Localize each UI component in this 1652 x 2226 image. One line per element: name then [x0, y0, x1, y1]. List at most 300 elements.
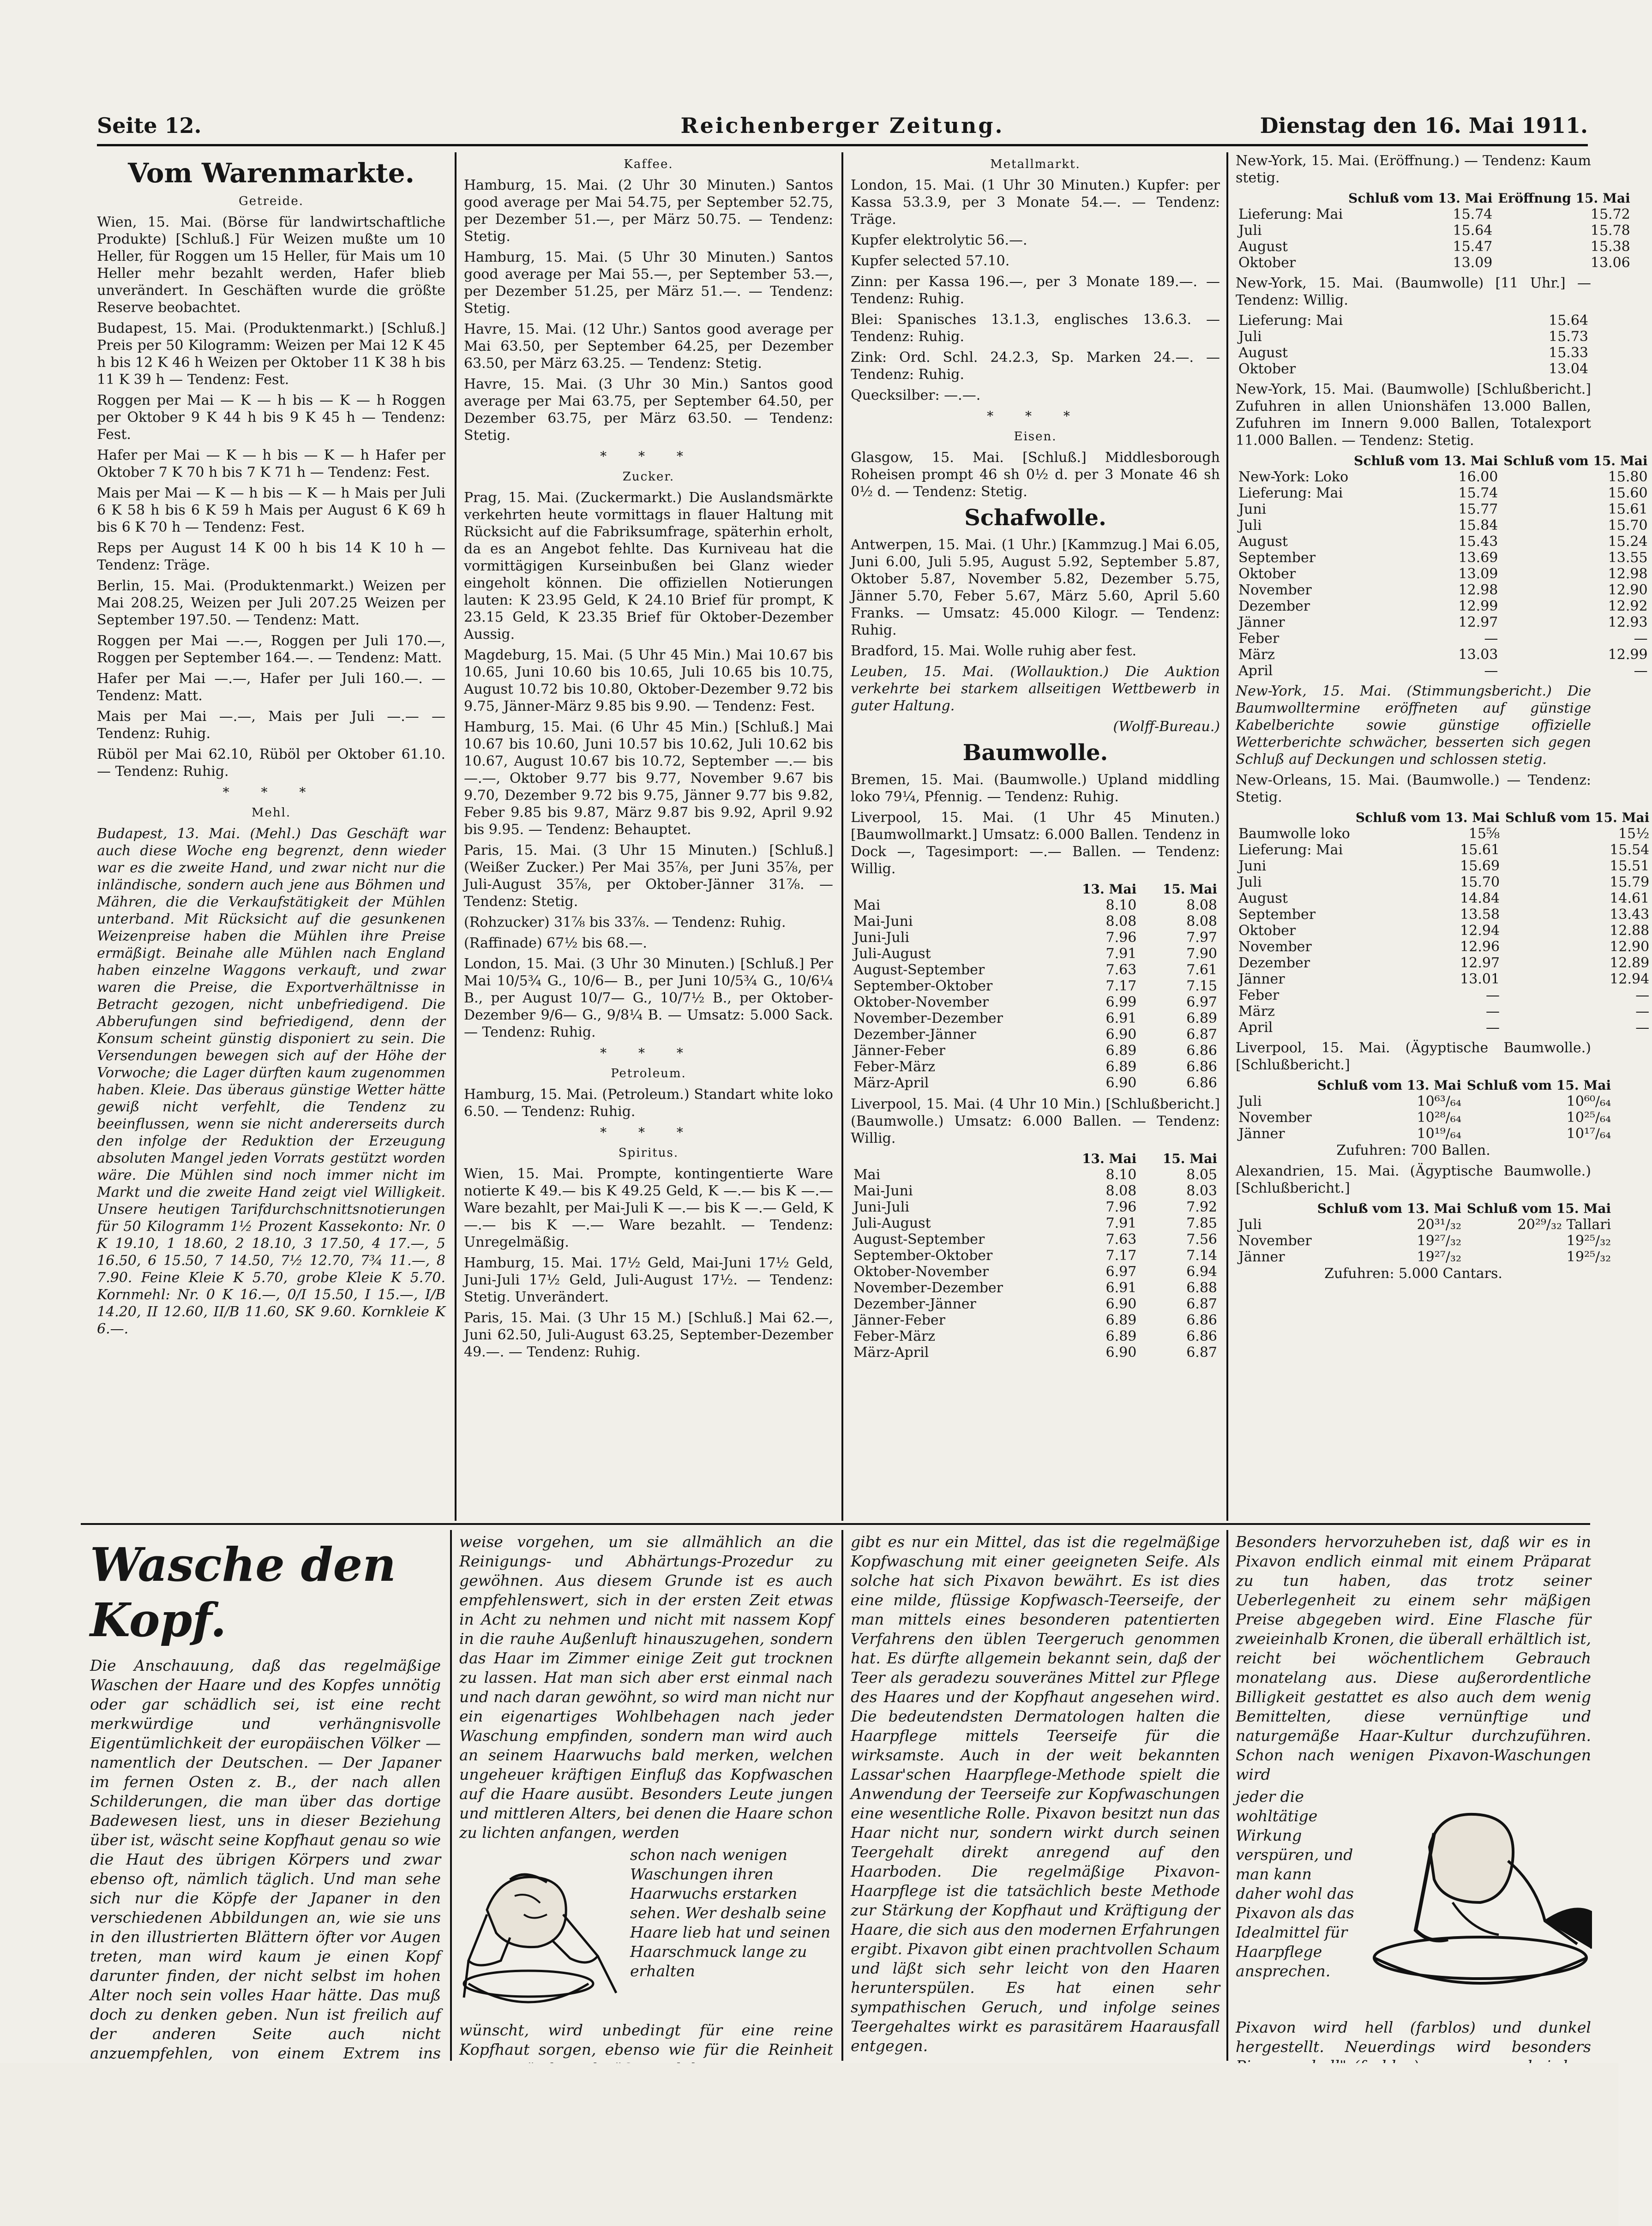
table-cell-value: 16.00	[1458, 469, 1498, 485]
report-spirits-hamburg: Hamburg, 15. Mai. 17½ Geld, Mai-Juni 17½ Geld, Juni-Juli 17½ Geld, Juli-August 17½. — Tendenz: Stetig. Unverändert.	[464, 1255, 833, 1305]
table-cell-value: 6.91	[1105, 1010, 1137, 1026]
table-cell-label: Mai	[853, 1167, 881, 1183]
table-cell-value: 6.86	[1186, 1059, 1217, 1075]
table-cell-label: März-April	[853, 1344, 929, 1361]
table-cell-value: 15.74	[1458, 485, 1498, 501]
subsection-heading: Getreide.	[238, 194, 304, 208]
table-cell-value: 12.89	[1610, 955, 1650, 971]
table-row	[1236, 1003, 1652, 1020]
report-lead: Blei: Spanisches 13.1.3, englisches 13.6.3. — Tendenz: Ruhig.	[851, 312, 1220, 345]
table-cell-label: August-September	[853, 962, 985, 978]
report-copper-london: London, 15. Mai. (1 Uhr 30 Minuten.) Kupfer: per Kassa 53.3.9, per 3 Monate 54.—. — Tendenz: Träge.	[851, 177, 1220, 228]
table-row	[1236, 312, 1591, 329]
table-cell-value: —	[1634, 663, 1648, 679]
column-rule	[450, 1530, 452, 2061]
table-row	[1236, 1233, 1614, 1249]
table-row	[1236, 1110, 1614, 1126]
report-supply: Zufuhren: 5.000 Cantars.	[1324, 1266, 1502, 1282]
table-cell-label: Oktober-November	[853, 1264, 989, 1280]
table-cell-value: —	[1486, 1020, 1500, 1036]
column-rule	[1226, 1530, 1228, 2061]
table-row	[1236, 890, 1652, 906]
ad-title: Wasche den Kopf.	[90, 1537, 396, 1647]
ad-text-wrap: jeder die wohltätige Wirkung verspüren, und man kann daher wohl das Pixavon als das Idealmittel für Haarpflege ansprechen.	[1236, 1788, 1354, 1980]
separator-stars: * * *	[222, 785, 320, 800]
table-row	[851, 1215, 1220, 1231]
table-cell-value	[1479, 345, 1491, 361]
table-row	[1236, 550, 1651, 566]
column-rule	[841, 1530, 843, 2061]
table-cell-label: April	[1238, 663, 1273, 679]
report-wool-antwerp: Antwerpen, 15. Mai. (1 Uhr.) [Kammzug.] Mai 6.05, Juni 6.00, Juli 5.95, August 5.92, September 5.87, Oktober 5.87, November 5.82, Dezember 5.75, Jänner 5.70, Feber 5.67, März 5.60, April 5.60 Franks. — Umsatz: 45.000 Kilogr. — Tendenz: Ruhig.	[851, 537, 1220, 638]
table-row	[851, 913, 1220, 930]
table-cell-label: März	[1238, 1003, 1275, 1020]
separator-stars: * * *	[987, 408, 1084, 424]
report-newyork-closing: New-York, 15. Mai. (Baumwolle) [Schlußbericht.] Zufuhren in allen Unionshäfen 13.000 Ballen, Zufuhren im Innern 9.000 Ballen, Totalexport 11.000 Ballen. — Tendenz: Stetig.	[1236, 381, 1591, 449]
ad-column-2	[459, 1532, 833, 2058]
report-mercury: Quecksilber: —.—.	[851, 387, 981, 403]
page-header	[97, 113, 1588, 141]
ad-text: Besonders hervorzuheben ist, daß wir es in Pixavon endlich einmal mit einem Präparat zu tun haben, das trotz seiner Ueberlegenheit zu einem sehr mäßigen Preise abgegeben wird. Eine Flasche für zweieinhalb Kronen, die überall erhältlich ist, reicht bei wöchentlichem Gebrauch monatelang aus. Diese außerordentliche Billigkeit gestattet es also auch dem wenig Bemittelten, diese vernünftige und naturgemäße Haar-Kultur durchzuführen. Schon nach wenigen Pixavon-Waschungen wird	[1236, 1533, 1591, 1783]
table-cell-label: Juli	[1238, 1217, 1262, 1233]
ad-text-wrap: schon nach wenigen Waschungen ihren Haarwuchs erstarken sehen. Wer deshalb seine Haare lieb hat und seinen Haarschmuck lange zu erhalten	[630, 1846, 831, 1980]
report-rye: Roggen per Mai — K — h bis — K — h Roggen per Oktober 9 K 44 h bis 9 K 45 h — Tendenz: Fest.	[97, 392, 445, 443]
table-cell-label: Mai-Juni	[853, 1183, 913, 1199]
table-cell-label: Juni-Juli	[853, 1199, 909, 1215]
table-cell-value: 7.56	[1186, 1231, 1217, 1248]
page-margin	[0, 2063, 1618, 2226]
subsection-heading: Kaffee.	[624, 157, 673, 171]
table-cell-label: September-Oktober	[853, 1248, 993, 1264]
table-row	[1236, 987, 1652, 1003]
report-spirits-vienna: Wien, 15. Mai. Prompte, kontingentierte Ware notierte K 49.— bis K 49.25 Geld, K —.— bis K —.— Ware bezahlt, per Mai-Juli K —.— bis K —.— Geld, K —.— bis K —.— Ware bezahlt. — Tendenz: Unregelmäßig.	[464, 1166, 833, 1250]
report-source: (Wolff-Bureau.)	[1113, 719, 1220, 735]
table-cell-label: Oktober	[1238, 255, 1296, 271]
table-cell-value: 13.69	[1458, 550, 1498, 566]
table-cell-value: 8.10	[1105, 1167, 1137, 1183]
table-cell-label: Mai-Juni	[853, 913, 913, 930]
table-cell-value: 6.90	[1105, 1296, 1137, 1312]
table-header-cell: 13. Mai	[1082, 882, 1137, 897]
table-header	[851, 881, 1220, 897]
separator-stars: * * *	[600, 449, 697, 464]
table-row	[851, 1280, 1220, 1296]
report-tin: Zinn: per Kassa 196.—, per 3 Monate 189.—. — Tendenz: Ruhig.	[851, 274, 1220, 307]
ad-text: Die Anschauung, daß das regelmäßige Waschen der Haare und des Kopfes unnötig oder gar schädlich sei, ist eine recht merkwürdige und verhängnisvolle Eigentümlichkeit der europäischen Völker — namentlich der Deutschen. — Der Japaner im fernen Osten z. B., der nach allen Schilderungen, die man über das dortige Badewesen liest, uns in dieser Beziehung über ist, wäscht seine Kopfhaut genau so wie die Haut des übrigen Körpers und zwar ebenso oft, nämlich täglich. Und man sehe sich nur die Köpfe der Japaner in den verschiedenen Abbildungen an, wie sie uns in den illustrierten Blättern öfter vor Augen treten, man wird kaum je einen Kopf darunter finden, der nicht selbst im hohen Alter noch sein volles Haar hätte. Das muß doch zu denken geben. Nun ist freilich auf der anderen Seite auch nicht anzuempfehlen, von einem Extrem ins	[90, 1656, 441, 2062]
table-row	[851, 978, 1220, 994]
report-iron-glasgow: Glasgow, 15. Mai. [Schluß.] Middlesborough Roheisen prompt 46 sh 0½ d. per 3 Monate 46 sh 0½ d. — Tendenz: Stetig.	[851, 450, 1220, 500]
report-coffee-havre-1: Havre, 15. Mai. (12 Uhr.) Santos good average per Mai 63.50, per September 64.25, per Dezember 63.50, per März 63.25. — Tendenz: Stetig.	[464, 321, 833, 372]
table-row	[851, 1167, 1220, 1183]
table-row	[1236, 329, 1591, 345]
table-row	[851, 1296, 1220, 1312]
table-row	[1236, 906, 1652, 923]
table-cell-value: 12.98	[1608, 566, 1648, 582]
column-coffee-sugar	[464, 152, 833, 1518]
table-cell-value: 7.90	[1186, 946, 1217, 962]
table-header-cell: 15. Mai	[1162, 882, 1217, 897]
table-cell-value: 8.08	[1105, 913, 1137, 930]
price-table-new-orleans	[1236, 810, 1652, 1036]
subsection-heading: Metallmarkt.	[990, 157, 1081, 171]
report-maize: Mais per Mai — K — h bis — K — h Mais per Juli 6 K 58 h bis 6 K 59 h Mais per August 6 K 69 h bis 6 K 70 h — Tendenz: Fest.	[97, 485, 445, 535]
table-cell-value: —	[1635, 987, 1650, 1003]
table-row	[1236, 361, 1591, 377]
table-cell-label: Feber-März	[853, 1328, 936, 1344]
table-cell-value: 15.43	[1458, 534, 1498, 550]
report-copper-selected: Kupfer selected 57.10.	[851, 253, 1010, 269]
table-row	[1236, 582, 1651, 598]
table-row	[851, 1248, 1220, 1264]
table-cell-label: Juli-August	[853, 1215, 931, 1231]
issue-date: Dienstag den 16. Mai 1911.	[1260, 113, 1588, 138]
price-table-newyork-opening	[1236, 190, 1633, 271]
table-header-cell: Schluß vom 15. Mai	[1466, 1201, 1611, 1216]
table-row	[851, 1026, 1220, 1043]
report-raw-sugar: (Rohzucker) 31⅞ bis 33⅞. — Tendenz: Ruhig.	[464, 914, 786, 930]
header-rule	[97, 144, 1588, 146]
table-header-cell: Schluß vom 13. Mai	[1317, 1201, 1461, 1216]
table-cell-label: März	[1238, 647, 1275, 663]
subsection-heading: Petroleum.	[611, 1067, 686, 1080]
newspaper-title: Reichenberger Zeitung.	[680, 113, 1004, 138]
table-cell-value: 15.54	[1610, 842, 1650, 858]
table-cell-label: Jänner	[1238, 614, 1285, 630]
report-vienna: Wien, 15. Mai. (Börse für landwirtschaftliche Produkte) [Schluß.] Für Weizen mußte um 10 Heller, für Roggen um 15 Heller, für Mais um 10 Heller mehr bezahlt werden, Hafer blieb unverändert. In Geschäften wurde die größte Reserve beobachtet.	[97, 214, 445, 316]
table-row	[851, 1199, 1220, 1215]
table-cell-label: Jänner	[1238, 1126, 1285, 1142]
price-table-alexandria	[1236, 1200, 1614, 1265]
table-header-cell: Schluß vom 15. Mai	[1505, 810, 1650, 825]
table-cell-value: 6.90	[1105, 1344, 1137, 1361]
table-cell-label: Juni-Juli	[853, 930, 909, 946]
table-row	[851, 930, 1220, 946]
table-header-cell: 15. Mai	[1162, 1151, 1217, 1166]
table-cell-value	[1479, 312, 1491, 329]
table-row	[1236, 614, 1651, 630]
woman-washing-hair-illustration	[1360, 1792, 1591, 2013]
subsection-heading: Zucker.	[622, 470, 675, 484]
table-cell-value: 12.90	[1608, 582, 1648, 598]
table-cell-value: 20³¹/₃₂	[1417, 1217, 1461, 1233]
report-wool-bradford: Bradford, 15. Mai. Wolle ruhig aber fest.	[851, 643, 1136, 659]
table-cell-value: 7.96	[1105, 930, 1137, 946]
table-row	[851, 1075, 1220, 1091]
table-cell-value: 6.89	[1105, 1059, 1137, 1075]
ad-text: wünscht, wird unbedingt für eine reine Kopfhaut sorgen, ebenso wie für die Reinheit	[459, 2021, 833, 2058]
table-cell-value: 15.64	[1549, 312, 1588, 329]
table-row	[1236, 1126, 1614, 1142]
table-cell-value: 7.96	[1105, 1199, 1137, 1215]
table-cell-label: September	[1238, 906, 1316, 923]
table-cell-value: 6.90	[1105, 1026, 1137, 1043]
report-flour: Budapest, 13. Mai. (Mehl.) Das Geschäft war auch diese Woche eng begrenzt, denn wieder war es die zweite Hand, und zwar nicht nur die inländische, sondern auch jene aus Böhmen und Mähren, die die Verkaufstätigkeit der Mühlen unterband. Mit Rücksicht auf die gesunkenen Weizenpreise haben die Mühlen ihre Preise ermäßigt. Beinahe alle Mühlen nach England haben einzelne Waggons verkauft, und zwar waren die Preise, die Exportverhältnisse in Betracht gezogen, nicht unbefriedigend. Die Abberufungen sind befriedigend, denn der Konsum scheint günstig disponiert zu sein. Die Versendungen bewegen sich auf der Höhe der Vorwoche; die Lager dürften kaum zugenommen haben. Kleie. Das überaus günstige Wetter hätte gewiß nicht verfehlt, die Tendenz zu beeinflussen, wenn sie nicht andererseits durch den infolge der Reduktion der Erzeugung absoluten Mangel jeden Vorrats gestützt worden wäre. Die Mühlen sind noch immer nicht im Markt und die zweite Hand zeigt viel Willigkeit. Unsere heutigen Tarifdurchschnittsnotierungen für 50 Kilogramm 1½ Prozent Kassekonto: Nr. 0 K 19.10, 1 18.60, 2 18.10, 3 17.50, 4 17.—, 5 16.50, 6 15.50, 7 14.50, 7½ 12.70, 7¾ 11.—, 8 7.90. Feine Kleie K 5.70, grobe Kleie K 5.70. Kornmehl: Nr. 0 K 16.—, 0/I 15.50, I 15.—, I/B 14.20, II 12.60, II/B 11.60, SK 9.60. Kornkleie K 6.—.	[97, 826, 445, 1337]
table-row	[1236, 826, 1652, 842]
separator-stars: * * *	[600, 1125, 697, 1140]
table-row	[851, 1312, 1220, 1328]
table-cell-value: 15⅝	[1468, 826, 1500, 842]
table-row	[1236, 239, 1633, 255]
subsection-heading: Eisen.	[1014, 430, 1057, 444]
table-cell-label: Jänner	[1238, 1249, 1285, 1265]
column-rule	[1226, 152, 1228, 1521]
table-cell-value: 12.97	[1460, 955, 1500, 971]
table-header-cell: Schluß vom 13. Mai	[1348, 191, 1493, 206]
table-cell-label: Jänner	[1238, 971, 1285, 987]
report-newyork-11: New-York, 15. Mai. (Baumwolle) [11 Uhr.] — Tendenz: Willig.	[1236, 275, 1591, 308]
table-row	[1236, 222, 1633, 239]
table-cell-value: —	[1635, 1003, 1650, 1020]
table-cell-value: 7.63	[1105, 1231, 1137, 1248]
table-cell-label: Lieferung: Mai	[1238, 842, 1343, 858]
subsection-heading: Mehl.	[251, 806, 291, 820]
price-table-liverpool-2	[851, 1151, 1220, 1361]
table-cell-value: 12.92	[1608, 598, 1648, 614]
table-cell-value: 15.61	[1608, 501, 1648, 517]
table-header	[851, 1151, 1220, 1167]
table-cell-value: 13.03	[1458, 647, 1498, 663]
table-cell-label: Juli	[1238, 517, 1262, 534]
table-row	[851, 1059, 1220, 1075]
table-cell-value: 6.86	[1186, 1312, 1217, 1328]
report-coffee-hamburg-1: Hamburg, 15. Mai. (2 Uhr 30 Minuten.) Santos good average per Mai 54.75, per September 52.75, per Dezember 51.—, per März 50.75. — Tendenz: Stetig.	[464, 177, 833, 245]
table-cell-value: 15.69	[1460, 858, 1500, 874]
report-berlin-maize: Mais per Mai —.—, Mais per Juli —.— — Tendenz: Ruhig.	[97, 708, 445, 742]
table-cell-value: 15.70	[1608, 517, 1648, 534]
table-cell-label: Baumwolle loko	[1238, 826, 1350, 842]
ad-text: gibt es nur ein Mittel, das ist die regelmäßige Kopfwaschung mit einer geeigneten Seife. Als solche hat sich Pixavon bewährt. Es ist dies eine milde, flüssige Kopfwasch-Teerseife, der man mittels eines besonderen patentierten Verfahrens den üblen Teergeruch genommen hat. Es dürfte allgemein bekannt sein, daß der Teer als geradezu souveränes Mittel zur Pflege des Haares und der Kopfhaut angesehen wird. Die bedeutendsten Dermatologen halten die Haarpflege mittels Teerseife für die wirksamste. Auch in der weit bekannten Lassar'schen Haarpflege-Methode spielt die Anwendung der Teerseife zur Kopfwaschungen eine wesentliche Rolle. Pixavon besitzt nun das Haar nicht nur, sondern wirkt durch seinen Teergehalt direkt anregend auf den Haarboden. Die regelmäßige Pixavon-Haarpflege ist die tatsächlich beste Methode zur Stärkung der Kopfhaut und Kräftigung der Haare, die sich aus den modernen Erfahrungen ergibt. Pixavon gibt einen prachtvollen Schaum und läßt sich sehr leicht von den Haaren herunterspülen. Es hat einen sehr sympathischen Geruch, und infolge seines Teergehaltes wirkt es parasitärem Haarausfall entgegen.	[851, 1533, 1220, 2055]
table-row	[851, 1231, 1220, 1248]
table-cell-value: 12.98	[1458, 582, 1498, 598]
table-cell-value: 6.86	[1186, 1043, 1217, 1059]
column-grain-market	[97, 157, 445, 1518]
table-cell-label: November	[1238, 582, 1312, 598]
table-cell-value: 19²⁵/₃₂	[1566, 1233, 1611, 1249]
table-cell-value: 7.97	[1186, 930, 1217, 946]
report-coffee-hamburg-2: Hamburg, 15. Mai. (5 Uhr 30 Minuten.) Santos good average per Mai 55.—, per September 53.—, per Dezember 51.25, per März 51.—. — Tendenz: Stetig.	[464, 249, 833, 317]
table-cell-value: 19²⁷/₃₂	[1417, 1233, 1461, 1249]
table-cell-value: 15½	[1618, 826, 1650, 842]
table-cell-value: 6.86	[1186, 1075, 1217, 1091]
report-alexandria: Alexandrien, 15. Mai. (Ägyptische Baumwolle.) [Schlußbericht.]	[1236, 1163, 1591, 1196]
section-title: Schafwolle.	[964, 505, 1106, 531]
table-row	[1236, 485, 1651, 501]
subsection-heading: Spiritus.	[618, 1146, 679, 1160]
table-cell-value: 12.94	[1460, 923, 1500, 939]
table-cell-label: Dezember-Jänner	[853, 1296, 976, 1312]
section-title: Vom Warenmarkte.	[128, 157, 415, 189]
table-row	[1236, 971, 1652, 987]
report-sugar-hamburg: Hamburg, 15. Mai. (6 Uhr 45 Min.) [Schluß.] Mai 10.67 bis 10.60, Juni 10.57 bis 10.62, Juli 10.62 bis 10.67, August 10.67 bis 10.72, September —.— bis —.—, Oktober 9.77 bis 9.77, November 9.67 bis 9.70, Dezember 9.72 bis 9.75, Jänner 9.77 bis 9.82, Feber 9.85 bis 9.87, März 9.87 bis 9.92, April 9.92 bis 9.95. — Tendenz: Behauptet.	[464, 719, 833, 838]
table-cell-label: Dezember	[1238, 955, 1310, 971]
table-cell-label: Oktober	[1238, 923, 1296, 939]
ad-text: weise vorgehen, um sie allmählich an die Reinigungs- und Abhärtungs-Prozedur zu gewöhnen. Aus diesem Grunde ist es auch empfehlenswert, sich in der ersten Zeit etwas in Acht zu nehmen und nicht mit nassem Kopf in die rauhe Außenluft hinauszugehen, sondern das Haar im Zimmer einige Zeit gut trocknen zu lassen. Hat man sich aber erst einmal nach und nach daran gewöhnt, so wird man nicht nur ein eigenartiges Wohlbehagen nach jeder Waschung empfinden, sondern man wird auch an seinem Haarwuchs bald merken, welchen ungeheuer kräftigen Einfluß das Kopfwaschen auf die Haare ausübt. Besonders Leute jungen und mittleren Alters, bei denen die Haare schon zu lichten anfangen, werden	[459, 1533, 833, 1842]
table-header	[1236, 810, 1652, 826]
table-cell-label: Lieferung: Mai	[1238, 485, 1343, 501]
table-cell-label: August	[1238, 239, 1288, 255]
table-cell-value: 6.89	[1186, 1010, 1217, 1026]
table-cell-value: 12.93	[1608, 614, 1648, 630]
table-cell-value: 13.06	[1590, 255, 1630, 271]
table-cell-label: Dezember	[1238, 598, 1310, 614]
table-cell-label: Juli-August	[853, 946, 931, 962]
section-rule	[81, 1523, 1590, 1525]
table-cell-value: 6.87	[1186, 1296, 1217, 1312]
table-cell-value: 7.85	[1186, 1215, 1217, 1231]
table-cell-label: August	[1238, 345, 1288, 361]
report-rapeseed-oil: Rüböl per Mai 62.10, Rüböl per Oktober 61.10. — Tendenz: Ruhig.	[97, 746, 445, 780]
table-row	[851, 1183, 1220, 1199]
column-rule	[841, 152, 843, 1521]
table-header	[1236, 453, 1651, 469]
table-row	[1236, 598, 1651, 614]
table-cell-value: 6.89	[1105, 1312, 1137, 1328]
report-berlin-rye: Roggen per Mai —.—, Roggen per Juli 170.—, Roggen per September 164.—. — Tendenz: Matt.	[97, 633, 445, 666]
table-cell-value: 19²⁷/₃₂	[1417, 1249, 1461, 1265]
table-cell-value: 15.73	[1549, 329, 1588, 345]
table-cell-value: 7.17	[1105, 1248, 1137, 1264]
table-row	[1236, 517, 1651, 534]
table-cell-value: 6.88	[1186, 1280, 1217, 1296]
table-row	[851, 897, 1220, 913]
report-berlin: Berlin, 15. Mai. (Produktenmarkt.) Weizen per Mai 208.25, Weizen per Juli 207.25 Weizen per September 197.50. — Tendenz: Matt.	[97, 578, 445, 628]
table-cell-label: August	[1238, 534, 1288, 550]
table-row	[1236, 345, 1591, 361]
table-cell-value: 13.55	[1608, 550, 1648, 566]
table-cell-label: Mai	[853, 897, 881, 913]
table-header-cell: Schluß vom 15. Mai	[1503, 453, 1648, 468]
table-row	[1236, 630, 1651, 647]
table-cell-value: 10²⁸/₆₄	[1417, 1110, 1461, 1126]
table-cell-value: 10¹⁹/₆₄	[1417, 1126, 1461, 1142]
table-cell-label: November	[1238, 1233, 1312, 1249]
table-cell-value: 19²⁵/₃₂	[1566, 1249, 1611, 1265]
table-row	[1236, 955, 1652, 971]
report-sugar-magdeburg: Magdeburg, 15. Mai. (5 Uhr 45 Min.) Mai 10.67 bis 10.65, Juni 10.60 bis 10.65, Juli 10.65 bis 10.75, August 10.72 bis 10.80, Oktober-Dezember 9.72 bis 9.75, Jänner-März 9.85 bis 9.90. — Tendenz: Fest.	[464, 647, 833, 714]
table-cell-value: 7.91	[1105, 1215, 1137, 1231]
table-cell-value: —	[1486, 1003, 1500, 1020]
table-row	[1236, 1020, 1652, 1036]
table-cell-value: 7.15	[1186, 978, 1217, 994]
page-number: Seite 12.	[97, 113, 202, 138]
table-row	[1236, 842, 1652, 858]
table-cell-value	[1479, 329, 1491, 345]
table-cell-value: 8.08	[1186, 913, 1217, 930]
table-cell-label: Feber	[1238, 630, 1280, 647]
table-header-cell: Schluß vom 13. Mai	[1355, 810, 1500, 825]
table-cell-value: 15.74	[1453, 206, 1493, 222]
table-cell-value: 8.08	[1186, 897, 1217, 913]
table-cell-value: 13.04	[1549, 361, 1588, 377]
ad-column-3	[851, 1532, 1220, 2058]
report-cotton-bremen: Bremen, 15. Mai. (Baumwolle.) Upland middling loko 79¼, Pfennig. — Tendenz: Ruhig.	[851, 772, 1220, 805]
report-supply: Zufuhren: 700 Ballen.	[1336, 1142, 1490, 1158]
table-row	[1236, 206, 1633, 222]
table-row	[1236, 1217, 1614, 1233]
table-cell-value: 8.08	[1105, 1183, 1137, 1199]
table-cell-value: 15.80	[1608, 469, 1648, 485]
table-header-cell: 13. Mai	[1082, 1151, 1137, 1166]
report-coffee-havre-2: Havre, 15. Mai. (3 Uhr 30 Min.) Santos good average per Mai 63.75, per September 64.50, per Dezember 63.75, per März 63.50. — Tendenz: Stetig.	[464, 376, 833, 444]
table-cell-value: 13.09	[1453, 255, 1493, 271]
table-cell-value: 6.87	[1186, 1344, 1217, 1361]
column-metal-wool	[851, 152, 1220, 1518]
table-cell-value: 6.90	[1105, 1075, 1137, 1091]
table-cell-value: 6.89	[1105, 1043, 1137, 1059]
table-cell-value: 10²⁵/₆₄	[1566, 1110, 1611, 1126]
table-row	[851, 1010, 1220, 1026]
table-cell-value: 6.94	[1186, 1264, 1217, 1280]
table-row	[1236, 501, 1651, 517]
table-row	[1236, 874, 1652, 890]
table-header-cell: Schluß vom 13. Mai	[1354, 453, 1498, 468]
table-cell-value: 10⁶³/₆₄	[1417, 1093, 1461, 1110]
table-cell-label: November	[1238, 939, 1312, 955]
table-cell-value: 6.91	[1105, 1280, 1137, 1296]
table-row	[1236, 663, 1651, 679]
table-cell-label: Lieferung: Mai	[1238, 312, 1343, 329]
column-cotton-america	[1236, 152, 1650, 1518]
table-cell-label: November-Dezember	[853, 1280, 1003, 1296]
report-wool-auction: Leuben, 15. Mai. (Wollauktion.) Die Auktion verkehrte bei starkem allseitigen Wettbewerb in guter Haltung.	[851, 664, 1220, 714]
price-table-liverpool-egyptian	[1236, 1077, 1614, 1142]
table-row	[1236, 1249, 1614, 1265]
table-cell-value: —	[1635, 1020, 1650, 1036]
table-cell-value: 15.47	[1453, 239, 1493, 255]
report-refined-sugar: (Raffinade) 67½ bis 68.—.	[464, 935, 647, 951]
table-cell-value: 6.86	[1186, 1328, 1217, 1344]
report-sugar-prague: Prag, 15. Mai. (Zuckermarkt.) Die Auslandsmärkte verkehrten heute vormittags in flauer Haltung mit Rücksicht auf die Fabriksumfrage, späterhin erholt, da es an Angebot fehlte. Das Kurniveau hat die vormittägigen Kurseinbußen bei Glanz wieder eingeholt können. Die offiziellen Notierungen lauten: K 23.95 Geld, K 24.10 Brief für prompt, K 23.15 Geld, K 23.35 Brief für Oktober-Dezember Aussig.	[464, 490, 833, 642]
table-cell-label: Feber-März	[853, 1059, 936, 1075]
table-cell-value: 6.99	[1105, 994, 1137, 1010]
table-header-cell: Eröffnung 15. Mai	[1498, 191, 1630, 206]
table-cell-value: 12.88	[1610, 923, 1650, 939]
table-cell-value: 15.60	[1608, 485, 1648, 501]
table-cell-value: 7.63	[1105, 962, 1137, 978]
price-table-newyork-closing	[1236, 453, 1651, 679]
report-sugar-london: London, 15. Mai. (3 Uhr 30 Minuten.) [Schluß.] Per Mai 10/5¾ G., 10/6— B., per Juni 10/5¾ G., 10/6¼ B., per August 10/7— G., 10/7½ B., per Oktober-Dezember 9/6— G., 9/8¼ B. — Umsatz: 5.000 Sack. — Tendenz: Ruhig.	[464, 956, 833, 1040]
table-cell-value: 12.99	[1608, 647, 1648, 663]
table-cell-value: 15.33	[1549, 345, 1588, 361]
report-berlin-oats: Hafer per Mai —.—, Hafer per Juli 160.—. — Tendenz: Matt.	[97, 671, 445, 704]
ad-column-4	[1236, 1532, 1591, 2058]
table-cell-value: 7.17	[1105, 978, 1137, 994]
report-budapest: Budapest, 15. Mai. (Produktenmarkt.) [Schluß.] Preis per 50 Kilogramm: Weizen per Mai 12 K 45 h bis 12 K 46 h Weizen per Oktober 11 K 38 h bis 11 K 39 h — Tendenz: Fest.	[97, 320, 445, 388]
table-cell-label: Oktober-November	[853, 994, 989, 1010]
table-cell-value	[1479, 361, 1491, 377]
table-cell-value: 15.78	[1590, 222, 1630, 239]
report-petroleum: Hamburg, 15. Mai. (Petroleum.) Standart white loko 6.50. — Tendenz: Ruhig.	[464, 1086, 833, 1120]
table-cell-label: Juni	[1238, 858, 1267, 874]
table-row	[1236, 534, 1651, 550]
ad-text: Pixavon wird hell (farblos) und dunkel hergestellt. Neuerdings wird besonders	[1236, 2018, 1591, 2056]
table-cell-value: 7.14	[1186, 1248, 1217, 1264]
table-cell-value: 10⁶⁰/₆₄	[1566, 1093, 1611, 1110]
table-row	[1236, 469, 1651, 485]
man-washing-head-illustration	[459, 1845, 625, 2021]
table-cell-value: 6.97	[1105, 1264, 1137, 1280]
table-cell-label: Juli	[1238, 874, 1262, 890]
table-cell-value: 14.84	[1460, 890, 1500, 906]
table-row	[1236, 939, 1652, 955]
table-cell-value: 7.92	[1186, 1199, 1217, 1215]
table-cell-value: 15.84	[1458, 517, 1498, 534]
table-row	[1236, 255, 1633, 271]
table-cell-value: 12.97	[1458, 614, 1498, 630]
table-cell-value: 15.61	[1460, 842, 1500, 858]
table-cell-label: Juli	[1238, 329, 1262, 345]
table-cell-label: Dezember-Jänner	[853, 1026, 976, 1043]
